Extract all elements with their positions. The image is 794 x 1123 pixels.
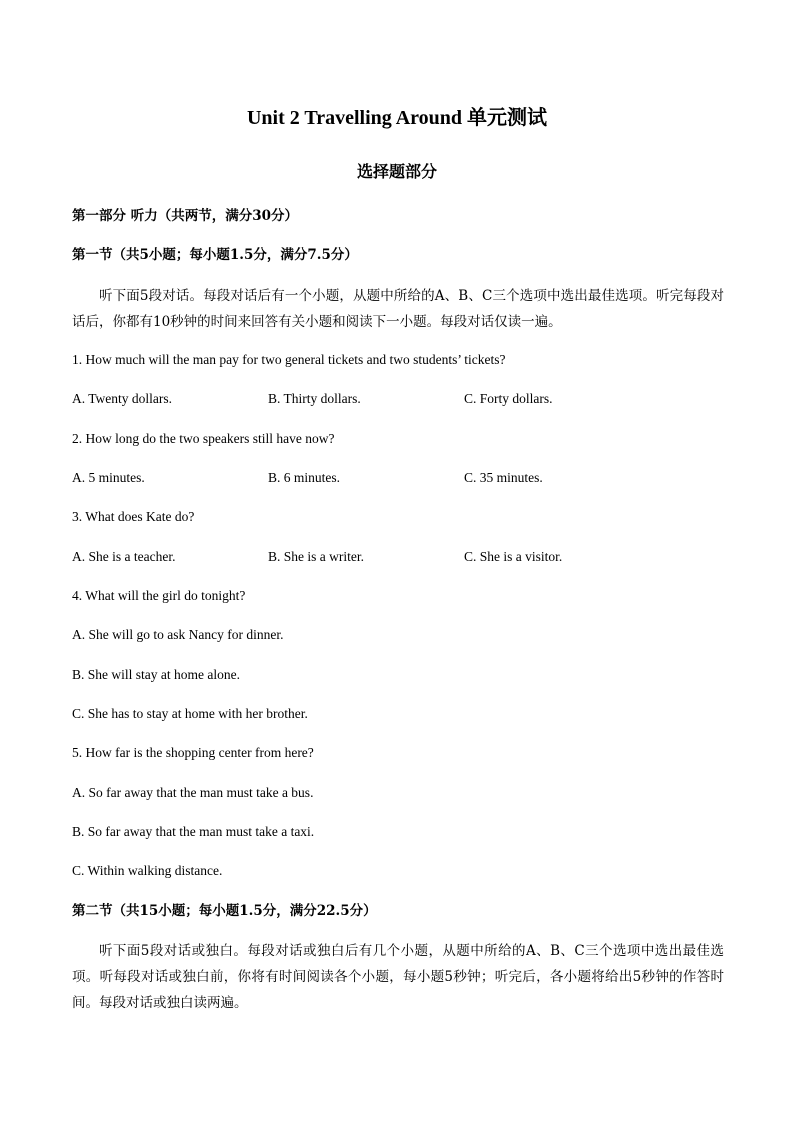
section1-heading: 第一节（共5小题；每小题1.5分，满分7.5分）: [72, 247, 358, 263]
section1-instructions: 听下面5段对话。每段对话后有一个小题，从题中所给的A、B、C三个选项中选出最佳选项。听完每段对话后，你都有10秒钟的时间来回答有关小题和阅读下一小题。每段对话仅读一遍。: [72, 288, 724, 330]
question-4-option-c: C. She has to stay at home with her brother.: [72, 706, 308, 721]
question-3-option-c: C. She is a visitor.: [464, 549, 563, 564]
question-5-option-b: B. So far away that the man must take a taxi.: [72, 824, 315, 839]
section2-heading: 第二节（共15小题；每小题1.5分，满分22.5分）: [72, 903, 377, 919]
question-2-stem: 2. How long do the two speakers still have now?: [72, 431, 335, 446]
section2-instructions: 听下面5段对话或独白。每段对话或独白后有几个小题，从题中所给的A、B、C三个选项中选出最佳选项。听每段对话或独白前，你将有时间阅读各个小题，每小题5秒钟；听完后，各小题将给出5秒钟的作答时间。每段对话或独白读两遍。: [72, 943, 724, 1011]
question-1-option-c: C. Forty dollars.: [464, 391, 553, 406]
page-subtitle: 选择题部分: [356, 162, 437, 181]
question-1-stem: 1. How much will the man pay for two general tickets and two students’ tickets?: [72, 352, 506, 367]
question-4-stem: 4. What will the girl do tonight?: [72, 588, 246, 603]
question-5-option-c: C. Within walking distance.: [72, 863, 223, 878]
question-4-option-b: B. She will stay at home alone.: [72, 667, 240, 682]
question-3-stem: 3. What does Kate do?: [72, 509, 195, 524]
question-1-option-a: A. Twenty dollars.: [72, 391, 173, 406]
part1-heading: 第一部分 听力（共两节，满分30分）: [72, 208, 298, 224]
question-2-option-a: A. 5 minutes.: [72, 470, 145, 485]
page-title: Unit 2 Travelling Around 单元测试: [246, 107, 548, 129]
question-5-stem: 5. How far is the shopping center from here?: [72, 745, 314, 760]
question-3-option-a: A. She is a teacher.: [72, 549, 176, 564]
question-2-option-c: C. 35 minutes.: [464, 470, 543, 485]
question-2-option-b: B. 6 minutes.: [268, 470, 341, 485]
question-4-option-a: A. She will go to ask Nancy for dinner.: [72, 627, 284, 642]
question-3-option-b: B. She is a writer.: [268, 549, 364, 564]
question-5-option-a: A. So far away that the man must take a bus.: [72, 785, 314, 800]
question-1-option-b: B. Thirty dollars.: [268, 391, 361, 406]
